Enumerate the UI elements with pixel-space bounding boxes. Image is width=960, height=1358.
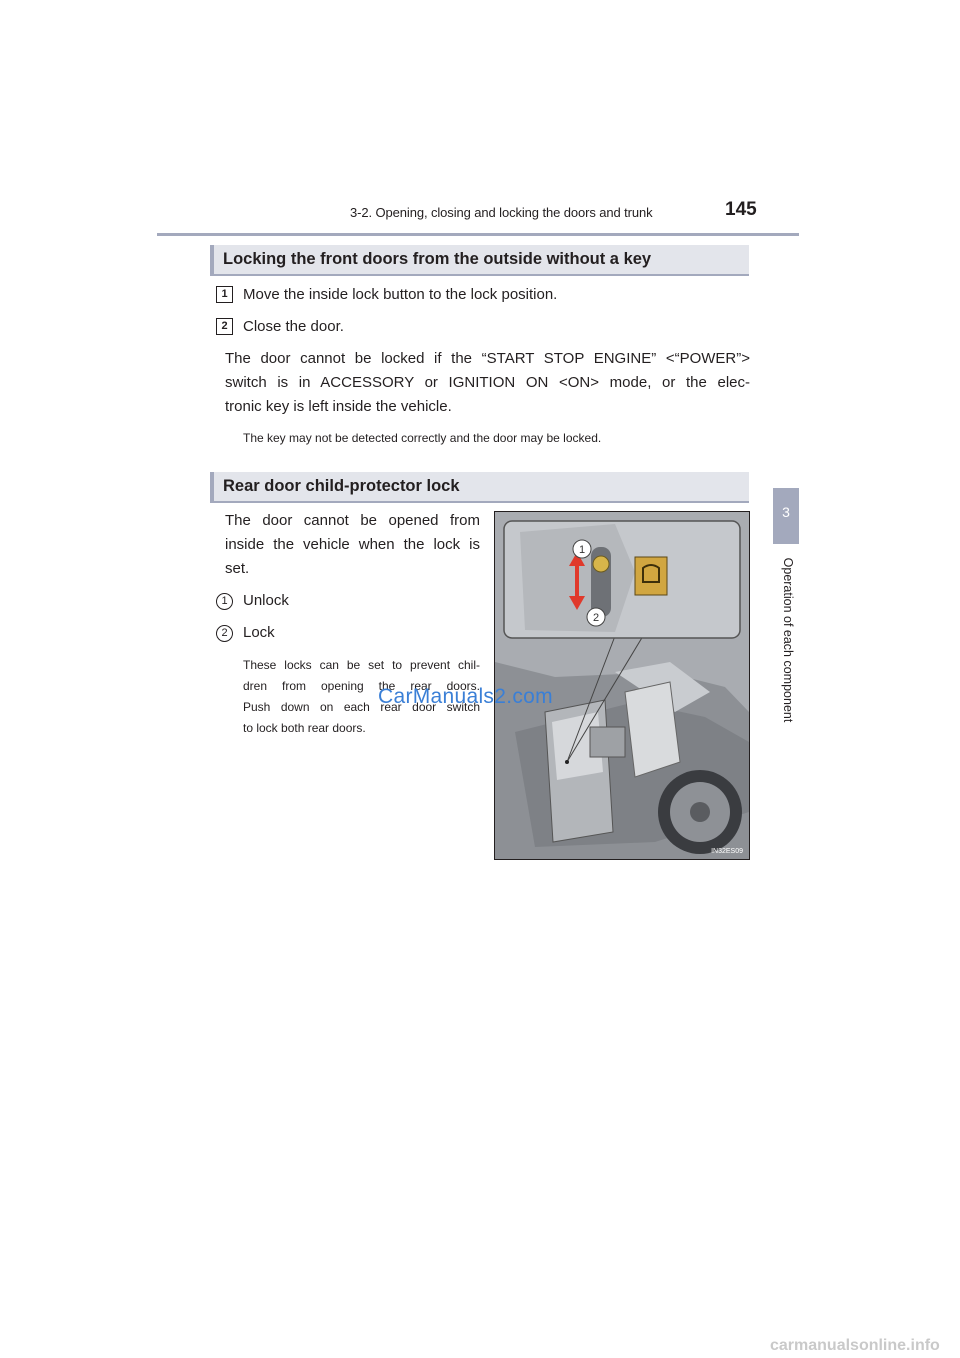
- header-rule: [157, 233, 799, 236]
- callout-number: 1: [216, 593, 233, 610]
- step-number-box: 1: [216, 286, 233, 303]
- section-header-front-doors: [210, 245, 749, 276]
- section-header-child-lock: [210, 472, 749, 503]
- section-title: Locking the front doors from the outside without a key: [223, 250, 652, 268]
- step-number-box: 2: [216, 318, 233, 335]
- step-text: Close the door.: [243, 318, 344, 335]
- watermark-text: CarManuals2.com: [378, 685, 553, 708]
- callout-1: 1: [578, 544, 586, 556]
- item-text-lock: Lock: [243, 624, 275, 641]
- paragraph-line: inside the vehicle when the lock is: [225, 536, 480, 553]
- watermark-footer: carmanualsonline.info: [770, 1337, 940, 1354]
- paragraph-line: set.: [225, 560, 250, 577]
- paragraph-line: switch is in ACCESSORY or IGNITION ON <ON> mode, or the elec-: [225, 374, 750, 391]
- section-header-bar: [210, 245, 214, 276]
- paragraph-line: tronic key is left inside the vehicle.: [225, 398, 452, 415]
- chapter-tab-number: 3: [782, 504, 790, 520]
- paragraph-line: The door cannot be opened from: [225, 512, 480, 529]
- note-line: These locks can be set to prevent chil-: [243, 658, 480, 672]
- paragraph-line: The door cannot be locked if the “START STOP ENGINE” <“POWER”>: [225, 350, 750, 367]
- chapter-tab-label: Operation of each component: [781, 557, 795, 723]
- note-text: The key may not be detected correctly and the door may be locked.: [243, 431, 602, 445]
- callout-number: 2: [216, 625, 233, 642]
- note-line: to lock both rear doors.: [243, 721, 366, 735]
- section-title: Rear door child-protector lock: [223, 477, 460, 495]
- section-header-bar: [210, 472, 214, 503]
- note-line: dren from opening the rear doors.: [243, 679, 480, 693]
- chapter-heading: 3-2. Opening, closing and locking the doors and trunk: [350, 205, 653, 220]
- note-line: Push down on each rear door switch: [243, 700, 480, 714]
- callout-2: 2: [592, 612, 600, 624]
- intro-paragraph: [225, 509, 480, 581]
- paragraph: [225, 347, 750, 419]
- item-text-unlock: Unlock: [243, 592, 289, 609]
- illustration-code: IN32ES09: [711, 848, 743, 855]
- page-number: 145: [725, 199, 757, 220]
- step-text: Move the inside lock button to the lock position.: [243, 286, 558, 303]
